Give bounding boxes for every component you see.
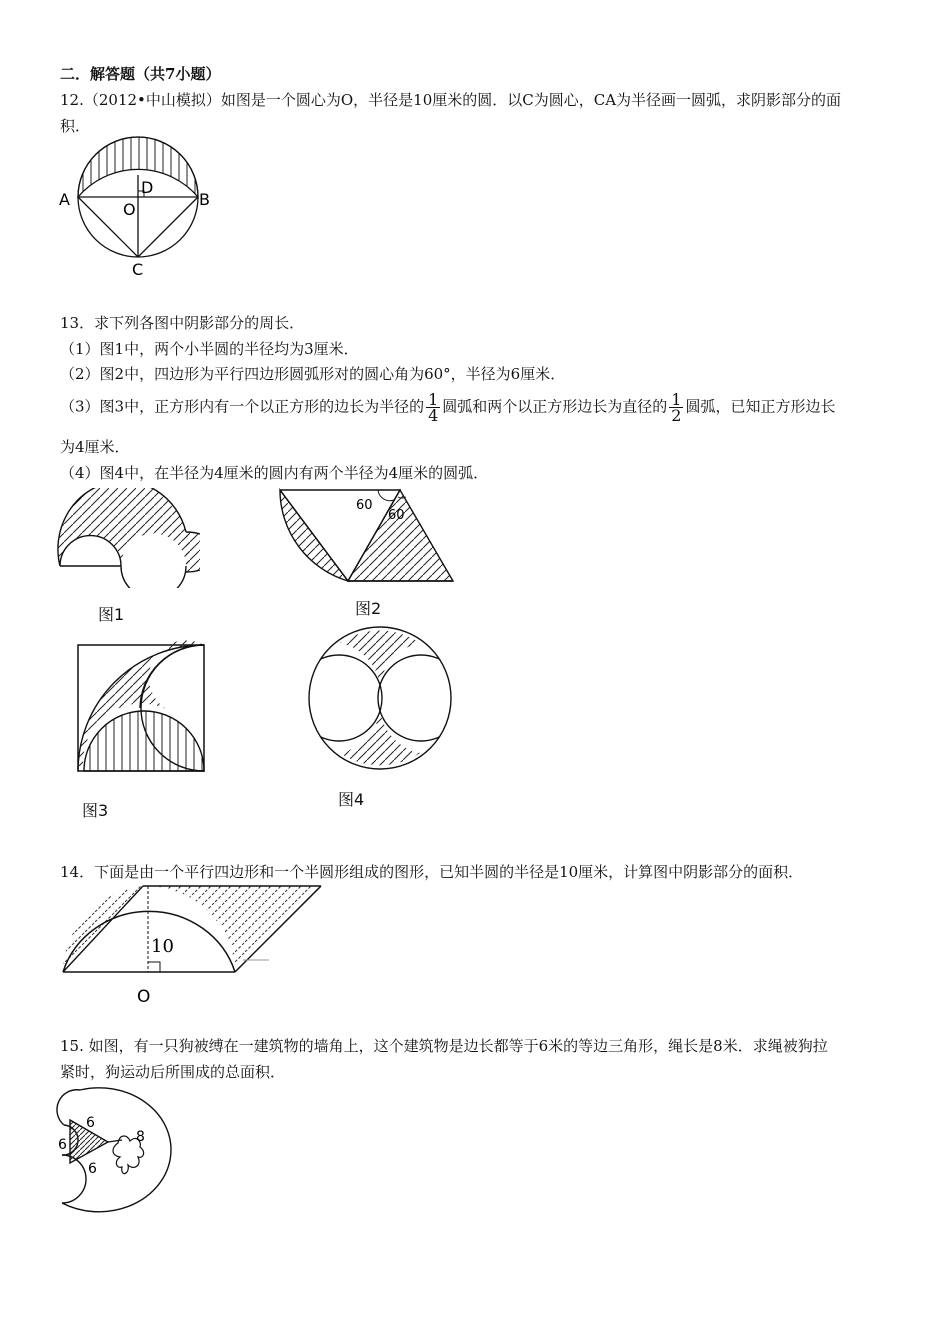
q15-side-label-c: 6	[88, 1161, 97, 1177]
q15-side-label-b: 6	[58, 1137, 67, 1153]
q15-text-line2: 紧时，狗运动后所围成的总面积．	[60, 1063, 286, 1081]
q12-label-a: A	[59, 190, 70, 209]
q13-part2: （2）图2中，四边形为平行四边形圆弧形对的圆心角为60°，半径为6厘米．	[60, 365, 566, 383]
fig3-half-arc-bottom	[84, 711, 204, 771]
q14-figure	[55, 882, 330, 1007]
q15-rope-label: 8	[136, 1129, 145, 1145]
fig1-caption: 图1	[98, 605, 125, 624]
q12-figure	[55, 135, 215, 280]
fig2-angle-label-1: 60	[356, 498, 373, 513]
q13-part3-text-c: 圆弧，已知正方形边长	[685, 397, 836, 416]
fig2-caption: 图2	[355, 599, 382, 618]
q14-parallelogram-left-side	[63, 886, 143, 972]
q13-figure-4	[295, 625, 465, 775]
q14-shaded-right	[143, 886, 321, 972]
section-title: 二．解答题（共7小题）	[60, 65, 221, 83]
fig1-right-arc	[186, 532, 200, 572]
fig1-small-semicircle-right	[121, 566, 186, 588]
fig4-caption: 图4	[338, 790, 365, 809]
q12-label-c: C	[132, 260, 144, 279]
q13-fraction-quarter: $\frac{1}{4}$	[428, 390, 439, 425]
q15-rope	[108, 1140, 122, 1142]
q15-figure	[50, 1085, 195, 1215]
fig3-caption: 图3	[82, 801, 109, 820]
q13-figure-1	[55, 488, 200, 588]
q12-text-line2: 积．	[60, 117, 91, 135]
q13-part3	[60, 392, 836, 423]
q13-part3-end: 为4厘米．	[60, 438, 130, 456]
q13-part3-text-b: 圆弧和两个以正方形边长为直径的	[442, 397, 668, 416]
q15-text-line1: 15. 如图，有一只狗被缚在一建筑物的墙角上，这个建筑物是边长都等于6米的等边三角形，绳长是8米．求绳被狗拉	[60, 1037, 828, 1055]
q13-figure-3	[70, 640, 210, 775]
q12-segment-bc	[138, 197, 198, 257]
q13-part3-text-a: （3）图3中，正方形内有一个以正方形的边长为半径的	[60, 397, 425, 416]
q12-text-line1: 12.（2012•中山模拟）如图是一个圆心为O，半径是10厘米的圆．以C为圆心，CA为半径画一圆弧，求阴影部分的面	[60, 91, 842, 109]
q13-figure-2	[270, 485, 460, 590]
q14-label-o: O	[137, 987, 151, 1007]
q14-text: 14．下面是由一个平行四边形和一个半圆形组成的图形，已知半圆的半径是10厘米，计算图中阴影部分的面积．	[60, 863, 804, 881]
q15-side-label-a: 6	[86, 1115, 95, 1131]
q14-label-10: 10	[151, 936, 174, 957]
q13-fraction-half: $\frac{1}{2}$	[671, 390, 682, 425]
q12-label-d: D	[141, 178, 154, 197]
q13-part1: （1）图1中，两个小半圆的半径均为3厘米．	[60, 340, 359, 358]
q13-part4: （4）图4中，在半径为4厘米的圆内有两个半径为4厘米的圆弧．	[60, 464, 489, 482]
q13-intro: 13．求下列各图中阴影部分的周长．	[60, 314, 305, 332]
q12-label-b: B	[199, 190, 210, 209]
fig2-angle-label-2: 60	[388, 508, 405, 523]
q12-label-o: O	[123, 200, 136, 219]
